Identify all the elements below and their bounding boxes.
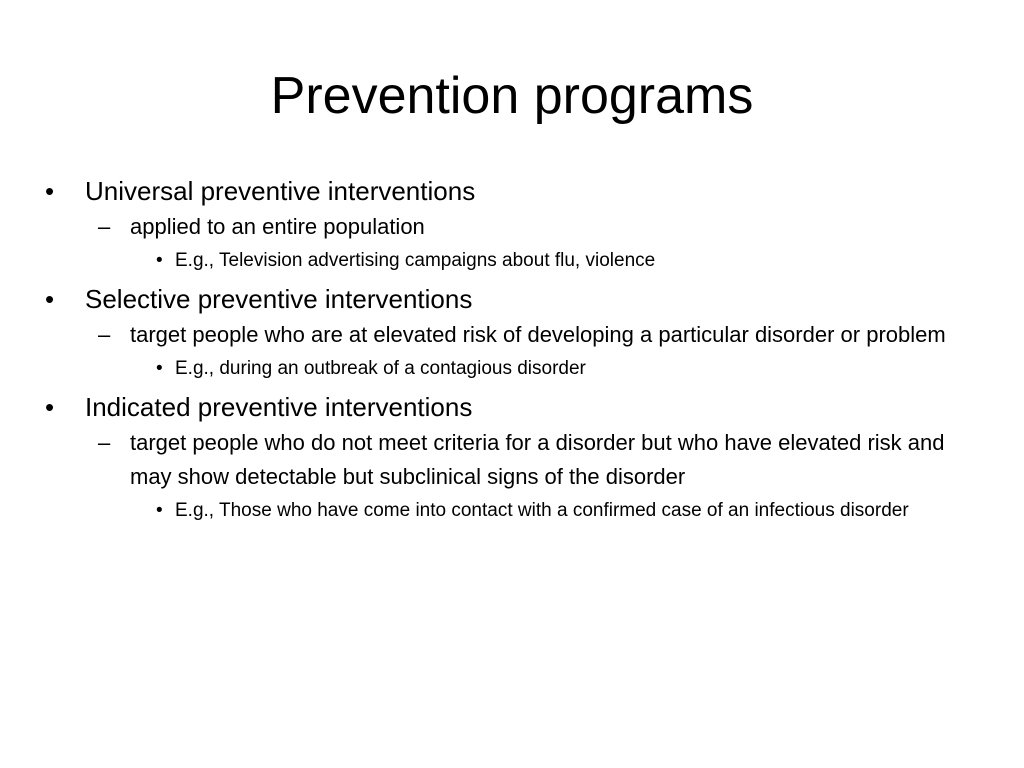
example-indicated: [40, 496, 990, 526]
subbullet-text: target people who do not meet criteria for a disorder but who have elevated risk and may show detectable but subclinical signs of the disorder: [130, 430, 945, 489]
bullet-marker: •: [45, 284, 55, 314]
subbullet-selective-detail: [40, 318, 990, 352]
bullet-text: Universal preventive interventions: [85, 176, 476, 206]
subbullet-text: target people who are at elevated risk of developing a particular disorder or problem: [130, 322, 946, 347]
bullet-marker: •: [156, 250, 163, 271]
example-universal: [40, 246, 990, 276]
dash-marker: –: [98, 214, 111, 239]
bullet-text: Indicated preventive interventions: [85, 392, 473, 422]
bullet-universal: [40, 174, 990, 208]
dash-marker: –: [98, 430, 111, 455]
bullet-text: Selective preventive interventions: [85, 284, 473, 314]
subbullet-indicated-detail: [40, 426, 990, 494]
subbullet-universal-detail: [40, 210, 990, 244]
bullet-marker: •: [45, 176, 55, 206]
bullet-marker: •: [156, 358, 163, 379]
example-text: E.g., during an outbreak of a contagious disorder: [175, 358, 586, 379]
slide-body: [40, 174, 990, 526]
example-text: E.g., Television advertising campaigns about flu, violence: [175, 250, 656, 271]
subbullet-text: applied to an entire population: [130, 214, 425, 239]
bullet-indicated: [40, 390, 990, 424]
slide-title: Prevention programs: [270, 67, 754, 125]
bullet-marker: •: [45, 392, 55, 422]
bullet-marker: •: [156, 500, 163, 521]
example-selective: [40, 354, 990, 384]
bullet-selective: [40, 282, 990, 316]
dash-marker: –: [98, 322, 111, 347]
example-text: E.g., Those who have come into contact with a confirmed case of an infectious disorder: [175, 500, 909, 521]
